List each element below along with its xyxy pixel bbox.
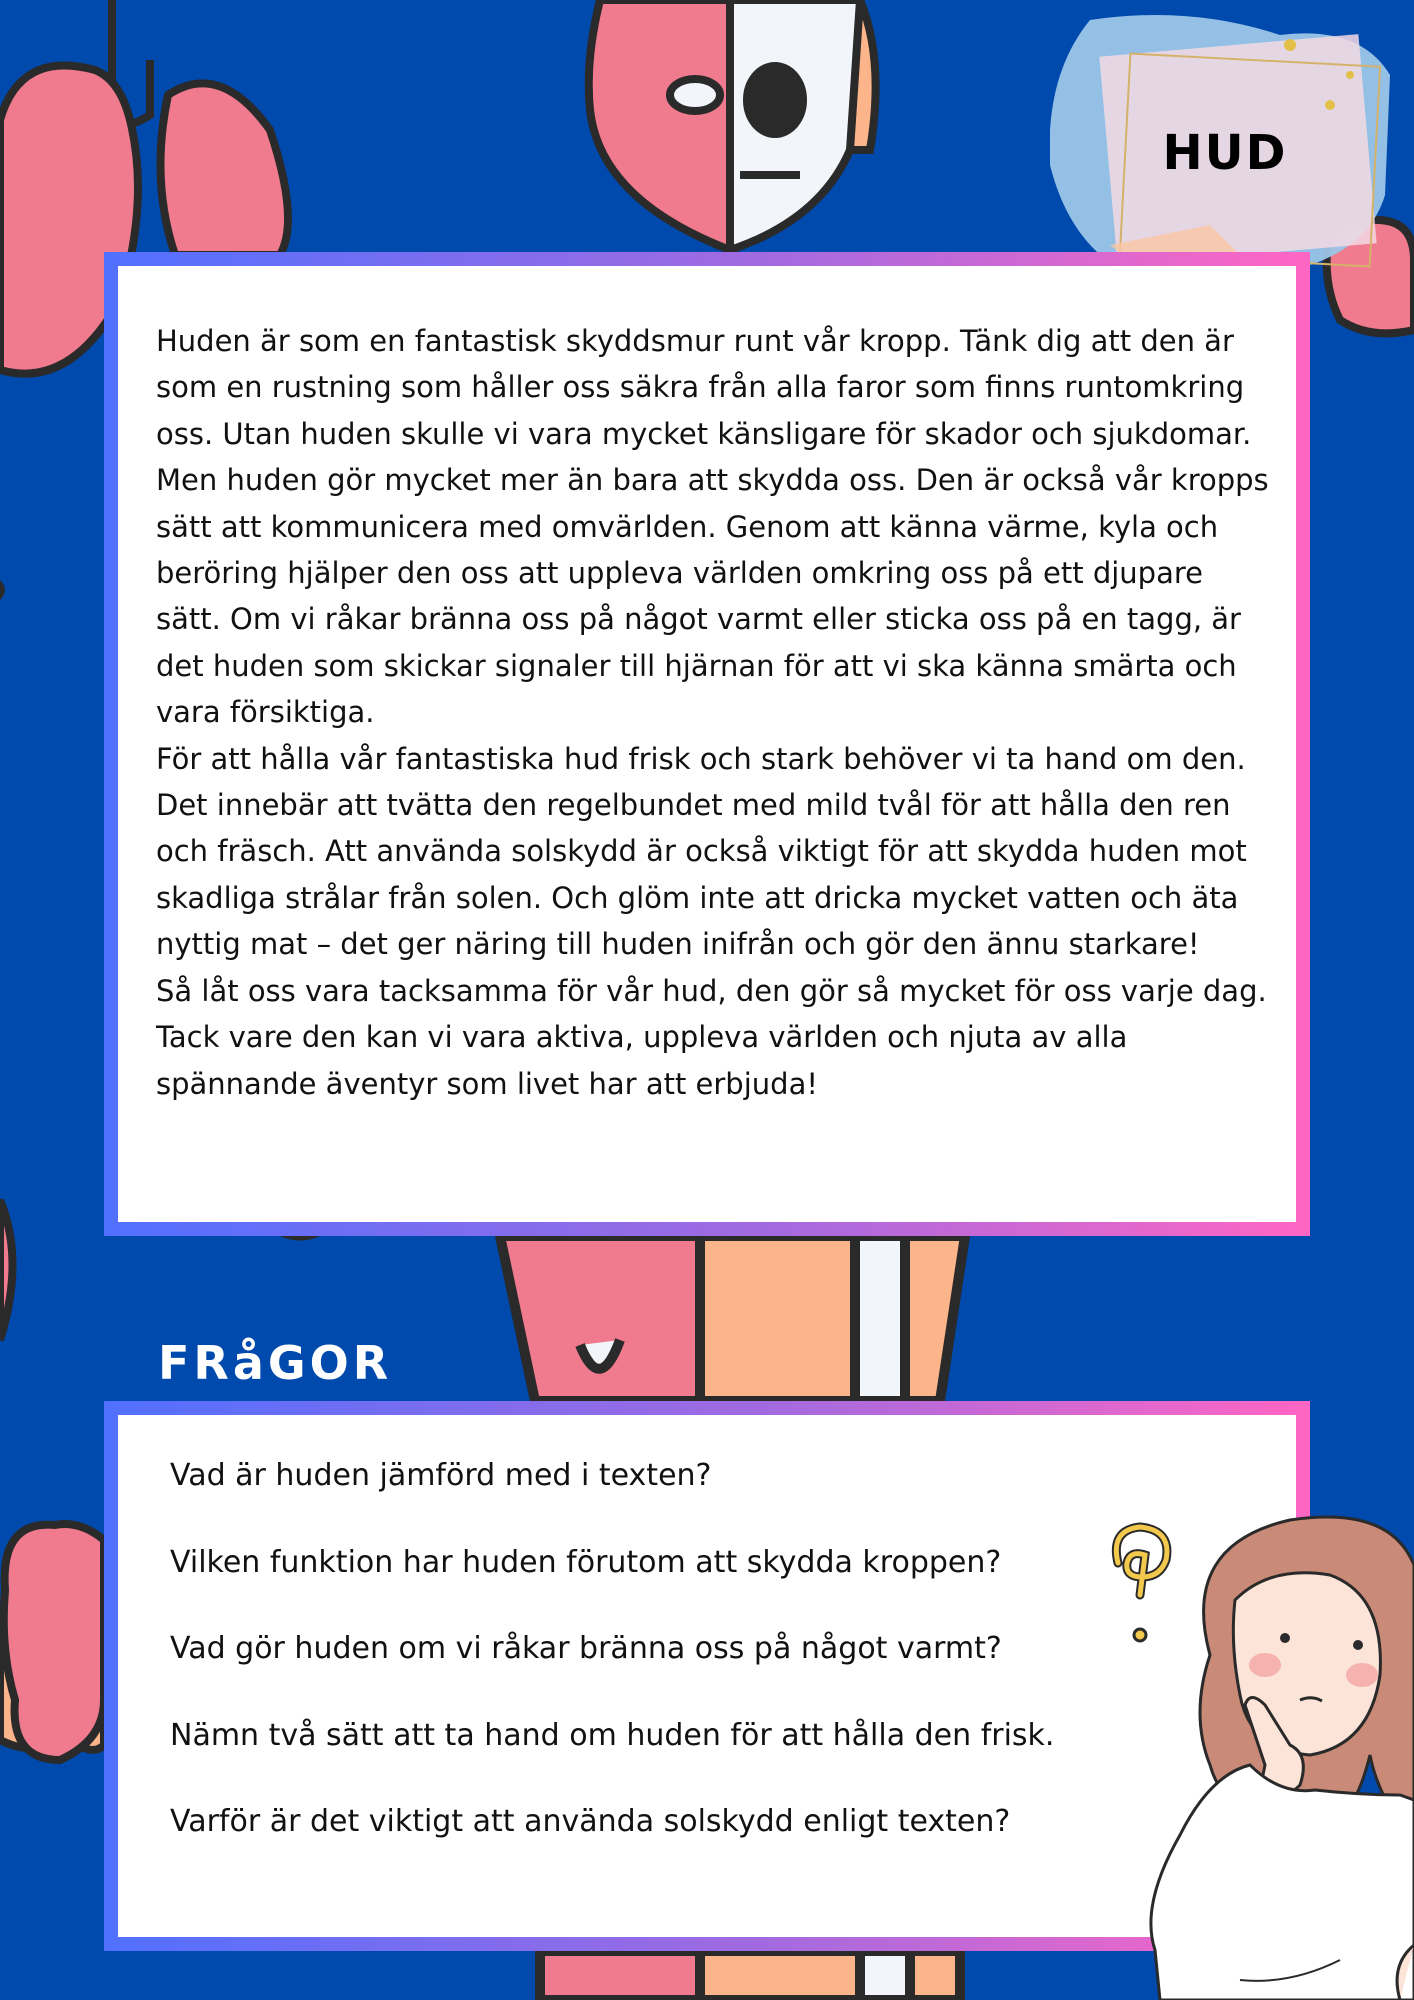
question-item: Nämn två sätt att ta hand om huden för att hålla den frisk. xyxy=(170,1717,1055,1753)
paragraph: Huden är som en fantastisk skyddsmur runt vår kropp. Tänk dig att den är som en rustning som håller oss säkra från alla faror som finns runtomkring oss. Utan huden skulle vi vara mycket känsligare för skador och sjukdomar. xyxy=(156,324,1252,451)
text-frame xyxy=(104,252,1310,1236)
question-item: Vad gör huden om vi råkar bränna oss på något varmt? xyxy=(170,1631,1002,1666)
questions-heading: FRåGOR xyxy=(158,1336,393,1390)
paragraph: Så låt oss vara tacksamma för vår hud, den gör så mycket för oss varje dag. Tack vare den kan vi vara aktiva, uppleva världen och njuta av alla spännande äventyr som livet har att erbjuda! xyxy=(156,973,1267,1101)
question-item: Varför är det viktigt att använda solskydd enligt texten? xyxy=(170,1804,1011,1839)
question-item: Vad är huden jämförd med i texten? xyxy=(170,1458,712,1493)
intestine-icon xyxy=(0,1524,104,1760)
paragraph: Men huden gör mycket mer än bara att skydda oss. Den är också vår kropps sätt att kommunicera med omvärlden. Genom att känna värme, kyla och beröring hjälper den oss att uppleva världen omkring oss på ett djupare sätt. Om vi råkar bränna oss på något varmt eller sticka oss på en tagg, är det huden som skickar signaler till hjärnan för att vi ska känna smärta och vara försiktiga. xyxy=(156,463,1269,730)
question-mark-icon xyxy=(1116,1527,1167,1641)
page-title: HUD xyxy=(1162,125,1288,181)
question-item: Vilken funktion har huden förutom att skydda kroppen? xyxy=(170,1544,1002,1580)
thinking-girl-illustration xyxy=(1100,1505,1414,2000)
body-text xyxy=(118,266,1296,1222)
anatomy-head-icon xyxy=(589,0,876,250)
paragraph: För att hålla vår fantastiska hud frisk och stark behöver vi ta hand om den. Det innebär att tvätta den regelbundet med mild tvål för att hålla den ren och fräsch. Att använda solskydd är också viktigt för att skydda huden mot skadliga strålar från solen. Och glöm inte att dricka mycket vatten och äta nyttig mat – det ger näring till huden inifrån och gör den ännu starkare! xyxy=(156,741,1247,962)
